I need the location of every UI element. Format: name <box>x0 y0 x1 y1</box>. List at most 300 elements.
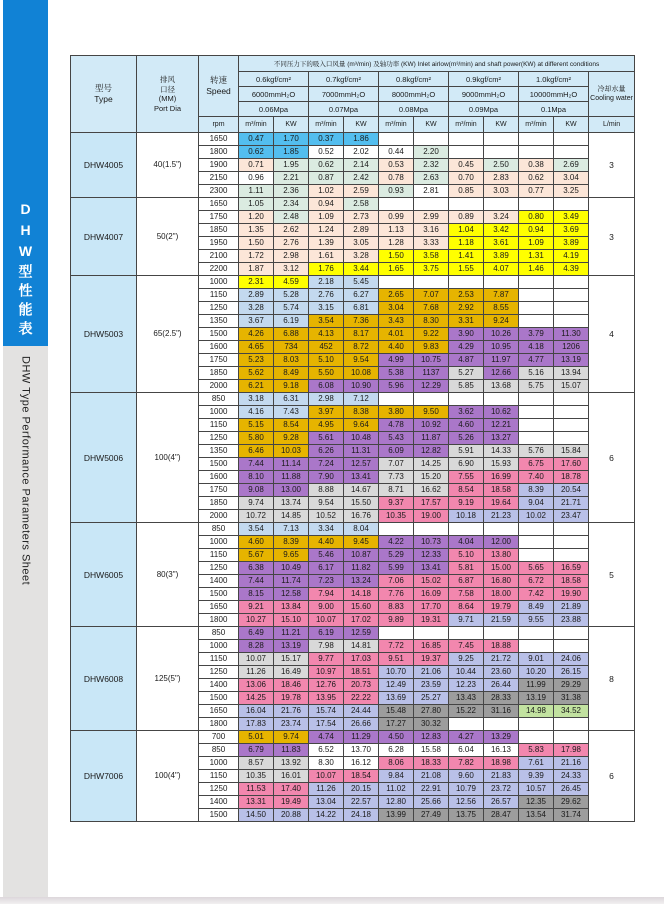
data-cell <box>449 718 484 731</box>
data-cell: 3.58 <box>414 250 449 263</box>
data-cell: 3.24 <box>484 211 519 224</box>
data-cell: 14.18 <box>344 588 379 601</box>
data-cell <box>554 640 589 653</box>
data-cell: 10.26 <box>484 328 519 341</box>
data-cell: 0.99 <box>379 211 414 224</box>
data-cell <box>379 523 414 536</box>
header-mmh2o-0: 6000mmH₂O <box>239 87 309 102</box>
data-cell <box>484 133 519 146</box>
page-edge-band <box>0 897 664 904</box>
data-cell: 13.41 <box>414 562 449 575</box>
header-mpa-1: 0.07Mpa <box>309 102 379 117</box>
data-cell: 2.31 <box>239 276 274 289</box>
data-cell <box>554 146 589 159</box>
data-cell: 1.35 <box>239 224 274 237</box>
data-cell: 9.71 <box>449 614 484 627</box>
table-row <box>71 627 635 640</box>
data-cell: 6.75 <box>519 458 554 471</box>
data-cell: 8.15 <box>239 588 274 601</box>
rpm-cell: 1650 <box>199 133 239 146</box>
data-cell: 5.50 <box>309 367 344 380</box>
data-cell: 1.04 <box>449 224 484 237</box>
data-cell: 5.27 <box>449 367 484 380</box>
data-cell: 17.03 <box>344 653 379 666</box>
data-cell <box>414 276 449 289</box>
data-cell: 3.42 <box>484 224 519 237</box>
rpm-cell: 1600 <box>199 471 239 484</box>
data-cell: 9.84 <box>379 770 414 783</box>
data-cell: 31.74 <box>554 809 589 822</box>
data-cell: 26.45 <box>554 783 589 796</box>
table-row <box>71 198 635 211</box>
data-cell: 5.81 <box>449 562 484 575</box>
data-cell: 15.00 <box>484 562 519 575</box>
data-cell: 10.87 <box>344 549 379 562</box>
data-cell: 10.03 <box>274 445 309 458</box>
data-cell: 19.79 <box>484 601 519 614</box>
data-cell: 5.96 <box>379 380 414 393</box>
data-cell: 12.00 <box>484 536 519 549</box>
cooling-cell: 3 <box>589 198 635 276</box>
data-cell <box>519 523 554 536</box>
data-cell <box>554 289 589 302</box>
data-cell <box>554 731 589 744</box>
data-cell: 0.87 <box>309 172 344 185</box>
rpm-cell: 1250 <box>199 666 239 679</box>
data-cell: 6.81 <box>344 302 379 315</box>
rpm-cell: 1800 <box>199 718 239 731</box>
data-cell: 7.23 <box>309 575 344 588</box>
data-cell: 5.28 <box>274 289 309 302</box>
data-cell: 7.06 <box>379 575 414 588</box>
data-cell: 6.28 <box>379 744 414 757</box>
data-cell: 7.42 <box>519 588 554 601</box>
data-cell: 2.73 <box>344 211 379 224</box>
data-cell: 4.22 <box>379 536 414 549</box>
data-cell: 9.60 <box>449 770 484 783</box>
data-cell: 19.31 <box>414 614 449 627</box>
port-cell: 100(4") <box>137 393 199 523</box>
rpm-cell: 1150 <box>199 770 239 783</box>
data-cell: 1.09 <box>519 237 554 250</box>
data-cell: 16.59 <box>554 562 589 575</box>
data-cell: 15.02 <box>414 575 449 588</box>
data-cell: 2.34 <box>274 198 309 211</box>
rpm-cell: 1800 <box>199 614 239 627</box>
data-cell: 4.99 <box>379 354 414 367</box>
header-power: KW <box>274 117 309 133</box>
rpm-cell: 1000 <box>199 406 239 419</box>
port-cell: 125(5") <box>137 627 199 731</box>
data-cell <box>554 302 589 315</box>
data-cell <box>519 627 554 640</box>
rpm-cell: 1950 <box>199 237 239 250</box>
data-cell: 8.49 <box>274 367 309 380</box>
data-cell: 7.61 <box>519 757 554 770</box>
data-cell: 17.27 <box>379 718 414 731</box>
rpm-cell: 1800 <box>199 146 239 159</box>
data-cell: 10.95 <box>484 341 519 354</box>
data-cell: 1.18 <box>449 237 484 250</box>
data-cell: 4.29 <box>449 341 484 354</box>
data-cell <box>554 198 589 211</box>
data-cell: 0.71 <box>239 159 274 172</box>
data-cell: 2.50 <box>484 159 519 172</box>
data-cell: 8.03 <box>274 354 309 367</box>
data-cell: 7.36 <box>344 315 379 328</box>
data-cell: 8.54 <box>274 419 309 432</box>
data-cell: 10.75 <box>414 354 449 367</box>
data-cell: 3.25 <box>554 185 589 198</box>
data-cell: 5.01 <box>239 731 274 744</box>
header-power: KW <box>554 117 589 133</box>
data-cell: 24.33 <box>554 770 589 783</box>
data-cell: 3.67 <box>239 315 274 328</box>
data-cell: 11.29 <box>344 731 379 744</box>
data-cell: 7.55 <box>449 471 484 484</box>
data-cell: 31.38 <box>554 692 589 705</box>
data-cell: 23.72 <box>484 783 519 796</box>
data-cell: 29.29 <box>554 679 589 692</box>
header-mpa-4: 0.1Mpa <box>519 102 589 117</box>
data-cell: 9.00 <box>309 601 344 614</box>
data-cell: 14.22 <box>309 809 344 822</box>
cooling-cell: 8 <box>589 627 635 731</box>
data-cell: 2.89 <box>239 289 274 302</box>
data-cell <box>519 133 554 146</box>
data-cell <box>519 393 554 406</box>
data-cell: 2.81 <box>414 185 449 198</box>
table-row <box>71 393 635 406</box>
data-cell: 9.37 <box>379 497 414 510</box>
data-cell: 15.48 <box>379 705 414 718</box>
data-cell: 0.96 <box>239 172 274 185</box>
header-flow: m³/min <box>309 117 344 133</box>
data-cell: 0.85 <box>449 185 484 198</box>
data-cell <box>554 315 589 328</box>
data-cell: 2.76 <box>309 289 344 302</box>
data-cell: 13.94 <box>554 367 589 380</box>
table-body <box>71 133 635 822</box>
data-cell: 12.66 <box>484 367 519 380</box>
data-cell: 3.31 <box>449 315 484 328</box>
data-cell: 17.70 <box>414 601 449 614</box>
data-cell: 0.53 <box>379 159 414 172</box>
data-cell: 15.10 <box>274 614 309 627</box>
data-cell: 4.74 <box>309 731 344 744</box>
data-cell: 5.80 <box>239 432 274 445</box>
data-cell: 8.54 <box>449 484 484 497</box>
rpm-cell: 1000 <box>199 757 239 770</box>
sidebar-title-en: DHW Type Performance Parameters Sheet <box>19 356 32 586</box>
data-cell: 13.19 <box>554 354 589 367</box>
data-cell: 6.08 <box>309 380 344 393</box>
data-cell: 3.43 <box>379 315 414 328</box>
rpm-cell: 1400 <box>199 575 239 588</box>
data-cell: 6.26 <box>309 445 344 458</box>
data-cell: 2.14 <box>344 159 379 172</box>
data-cell: 3.04 <box>554 172 589 185</box>
data-cell <box>449 276 484 289</box>
rpm-cell: 850 <box>199 627 239 640</box>
data-cell: 16.13 <box>484 744 519 757</box>
rpm-cell: 1750 <box>199 211 239 224</box>
data-cell: 11.31 <box>344 445 379 458</box>
data-cell: 7.45 <box>449 640 484 653</box>
header-power: KW <box>344 117 379 133</box>
data-cell: 2.83 <box>484 172 519 185</box>
data-cell: 7.07 <box>414 289 449 302</box>
data-cell: 5.62 <box>239 367 274 380</box>
data-cell <box>379 198 414 211</box>
data-cell: 9.08 <box>239 484 274 497</box>
data-cell: 26.57 <box>484 796 519 809</box>
data-cell: 2.02 <box>344 146 379 159</box>
header-flow: m³/min <box>239 117 274 133</box>
header-flow: m³/min <box>379 117 414 133</box>
data-cell: 18.51 <box>344 666 379 679</box>
data-cell: 8.10 <box>239 471 274 484</box>
data-cell: 3.49 <box>554 211 589 224</box>
data-cell <box>379 133 414 146</box>
header-mmh2o-2: 8000mmH₂O <box>379 87 449 102</box>
data-cell: 6.17 <box>309 562 344 575</box>
data-cell <box>449 133 484 146</box>
data-cell: 15.74 <box>309 705 344 718</box>
sidebar-tab-cn <box>3 0 48 346</box>
data-cell: 0.80 <box>519 211 554 224</box>
rpm-cell: 1650 <box>199 198 239 211</box>
data-cell: 20.54 <box>554 484 589 497</box>
data-cell: 1.31 <box>519 250 554 263</box>
data-cell: 2.42 <box>344 172 379 185</box>
header-model-cn: 型号 <box>94 83 112 93</box>
data-cell: 5.61 <box>309 432 344 445</box>
data-cell: 4.27 <box>449 731 484 744</box>
header-power: KW <box>414 117 449 133</box>
data-cell: 6.27 <box>344 289 379 302</box>
data-cell <box>484 718 519 731</box>
data-cell: 0.70 <box>449 172 484 185</box>
data-cell: 12.21 <box>484 419 519 432</box>
data-cell: 5.46 <box>309 549 344 562</box>
rpm-cell: 1250 <box>199 432 239 445</box>
data-cell: 15.50 <box>344 497 379 510</box>
data-cell: 5.26 <box>449 432 484 445</box>
data-cell <box>519 289 554 302</box>
data-cell: 14.67 <box>344 484 379 497</box>
data-cell: 19.64 <box>484 497 519 510</box>
data-cell: 0.77 <box>519 185 554 198</box>
cooling-cell: 3 <box>589 133 635 198</box>
port-cell: 80(3") <box>137 523 199 627</box>
data-cell: 7.07 <box>379 458 414 471</box>
data-cell: 7.58 <box>449 588 484 601</box>
header-flow: m³/min <box>519 117 554 133</box>
data-cell <box>554 419 589 432</box>
data-cell: 7.90 <box>309 471 344 484</box>
data-cell: 12.83 <box>414 731 449 744</box>
rpm-cell: 1750 <box>199 354 239 367</box>
data-cell: 9.65 <box>274 549 309 562</box>
data-cell: 19.49 <box>274 796 309 809</box>
data-cell: 19.00 <box>414 510 449 523</box>
data-cell: 13.19 <box>519 692 554 705</box>
data-cell: 9.54 <box>309 497 344 510</box>
data-cell: 9.51 <box>379 653 414 666</box>
data-cell: 2.18 <box>309 276 344 289</box>
data-cell: 14.85 <box>274 510 309 523</box>
data-cell: 0.62 <box>309 159 344 172</box>
data-cell: 7.44 <box>239 458 274 471</box>
rpm-cell: 1850 <box>199 367 239 380</box>
sidebar-tab-en <box>3 346 48 898</box>
data-cell: 15.60 <box>344 601 379 614</box>
data-cell: 7.87 <box>484 289 519 302</box>
data-cell: 30.32 <box>414 718 449 731</box>
data-cell: 5.29 <box>379 549 414 562</box>
data-cell: 25.27 <box>414 692 449 705</box>
data-cell: 1.05 <box>239 198 274 211</box>
data-cell: 4.07 <box>484 263 519 276</box>
data-cell: 17.57 <box>414 497 449 510</box>
rpm-cell: 1000 <box>199 536 239 549</box>
data-cell: 15.58 <box>414 744 449 757</box>
data-cell: 2.53 <box>449 289 484 302</box>
data-cell <box>449 146 484 159</box>
data-cell: 13.68 <box>484 380 519 393</box>
data-cell <box>449 393 484 406</box>
rpm-cell: 1650 <box>199 601 239 614</box>
sidebar-title-cn: DHW型性能表 <box>17 201 34 340</box>
data-cell: 3.75 <box>414 263 449 276</box>
data-cell: 15.20 <box>414 471 449 484</box>
header-cooling-water: 冷却水量 Cooling water <box>589 72 635 117</box>
data-cell: 12.33 <box>414 549 449 562</box>
header-kgf-3: 0.9kgf/cm² <box>449 72 519 87</box>
rpm-cell: 1000 <box>199 640 239 653</box>
data-cell: 22.57 <box>344 796 379 809</box>
data-cell: 6.19 <box>309 627 344 640</box>
data-cell <box>554 432 589 445</box>
data-cell: 13.29 <box>484 731 519 744</box>
header-kgf-0: 0.6kgf/cm² <box>239 72 309 87</box>
rpm-cell: 1900 <box>199 159 239 172</box>
header-speed: 转速 Speed <box>199 56 239 117</box>
data-cell: 11.02 <box>379 783 414 796</box>
data-cell <box>519 406 554 419</box>
data-cell: 14.25 <box>414 458 449 471</box>
header-flow: m³/min <box>449 117 484 133</box>
data-cell: 7.98 <box>309 640 344 653</box>
data-cell: 11.74 <box>274 575 309 588</box>
data-cell: 6.72 <box>519 575 554 588</box>
data-cell: 11.21 <box>274 627 309 640</box>
data-cell: 8.55 <box>484 302 519 315</box>
rpm-cell: 1650 <box>199 705 239 718</box>
table-row <box>71 276 635 289</box>
model-cell: DHW5006 <box>71 393 137 523</box>
data-cell: 7.40 <box>519 471 554 484</box>
data-cell: 2.89 <box>344 224 379 237</box>
data-cell: 1.11 <box>239 185 274 198</box>
data-cell: 3.33 <box>414 237 449 250</box>
data-cell: 17.98 <box>554 744 589 757</box>
data-cell: 0.45 <box>449 159 484 172</box>
header-kgf-2: 0.8kgf/cm² <box>379 72 449 87</box>
data-cell: 6.46 <box>239 445 274 458</box>
data-cell: 21.83 <box>484 770 519 783</box>
data-cell: 3.89 <box>554 237 589 250</box>
data-cell <box>519 198 554 211</box>
data-cell: 452 <box>309 341 344 354</box>
data-cell: 17.83 <box>239 718 274 731</box>
port-cell: 50(2") <box>137 198 199 276</box>
data-cell: 3.79 <box>519 328 554 341</box>
data-cell: 5.43 <box>379 432 414 445</box>
port-cell: 65(2.5") <box>137 276 199 393</box>
model-cell: DHW6005 <box>71 523 137 627</box>
data-cell <box>554 549 589 562</box>
data-cell <box>414 198 449 211</box>
data-cell: 1.85 <box>274 146 309 159</box>
data-cell: 23.88 <box>554 614 589 627</box>
data-cell <box>554 393 589 406</box>
data-cell: 16.01 <box>274 770 309 783</box>
data-cell: 0.62 <box>239 146 274 159</box>
data-cell: 16.62 <box>414 484 449 497</box>
table-header <box>71 56 635 133</box>
data-cell: 7.68 <box>414 302 449 315</box>
data-cell: 10.07 <box>309 770 344 783</box>
data-cell: 7.73 <box>379 471 414 484</box>
data-cell: 10.62 <box>484 406 519 419</box>
data-cell: 2.36 <box>274 185 309 198</box>
data-cell: 0.44 <box>379 146 414 159</box>
data-cell: 6.49 <box>239 627 274 640</box>
data-cell: 11.26 <box>239 666 274 679</box>
data-cell: 3.05 <box>344 237 379 250</box>
data-cell: 1.65 <box>379 263 414 276</box>
data-cell <box>519 549 554 562</box>
data-cell: 22.91 <box>414 783 449 796</box>
data-cell: 5.45 <box>344 276 379 289</box>
header-mpa-0: 0.06Mpa <box>239 102 309 117</box>
rpm-cell: 1400 <box>199 679 239 692</box>
data-cell: 10.49 <box>274 562 309 575</box>
data-cell: 3.62 <box>449 406 484 419</box>
data-cell: 2.48 <box>274 211 309 224</box>
data-cell: 2.98 <box>309 393 344 406</box>
data-cell: 7.72 <box>379 640 414 653</box>
data-cell: 9.74 <box>239 497 274 510</box>
data-cell: 2.21 <box>274 172 309 185</box>
data-cell: 18.54 <box>344 770 379 783</box>
data-cell: 3.89 <box>484 250 519 263</box>
data-cell <box>379 627 414 640</box>
data-cell: 16.85 <box>414 640 449 653</box>
data-cell: 3.97 <box>309 406 344 419</box>
header-power: KW <box>484 117 519 133</box>
data-cell: 9.25 <box>449 653 484 666</box>
data-cell: 1.50 <box>379 250 414 263</box>
data-cell <box>449 198 484 211</box>
rpm-cell: 1600 <box>199 341 239 354</box>
data-cell <box>414 627 449 640</box>
data-cell: 18.58 <box>484 484 519 497</box>
data-cell: 17.40 <box>274 783 309 796</box>
data-cell: 8.06 <box>379 757 414 770</box>
